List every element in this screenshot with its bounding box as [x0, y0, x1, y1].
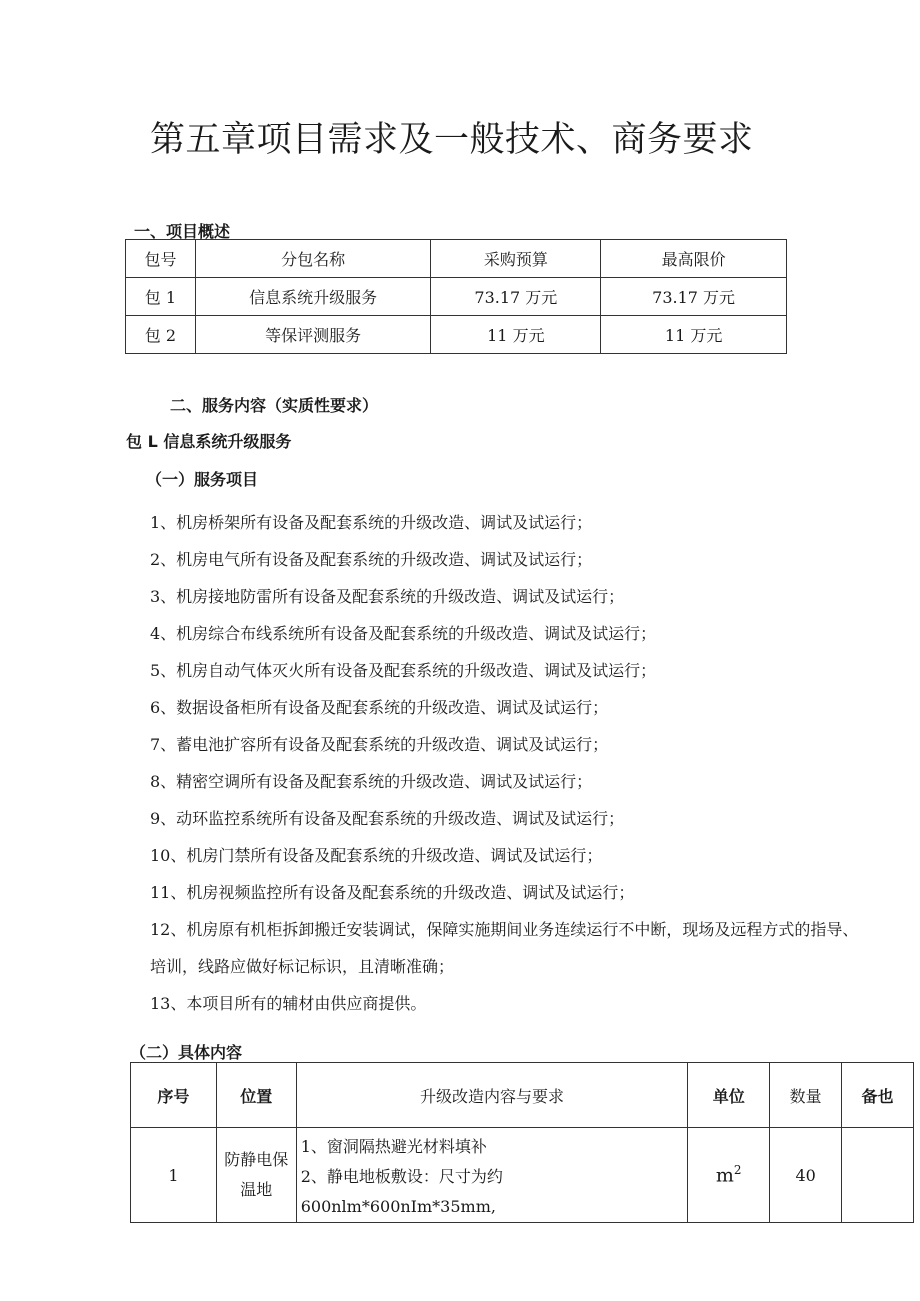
- header-cell: 数量: [770, 1063, 842, 1128]
- table-cell: 包 2: [126, 316, 196, 354]
- location-cell: [216, 1128, 296, 1223]
- table-cell: 11 万元: [431, 316, 601, 354]
- content-line: 1、窗洞隔热避光材料填补: [300, 1137, 487, 1156]
- location-line: 温地: [240, 1180, 273, 1199]
- chapter-title: 第五章项目需求及一般技术、商务要求: [150, 120, 754, 160]
- table-row: [126, 278, 787, 316]
- list-item: 10、机房门禁所有设备及配套系统的升级改造、调试及试运行；: [150, 846, 603, 865]
- unit-cell: [688, 1128, 770, 1223]
- package-heading: 包 L 信息系统升级服务: [126, 432, 292, 451]
- quantity-cell: 40: [770, 1128, 842, 1223]
- list-item: 7、蓄电池扩容所有设备及配套系统的升级改造、调试及试运行；: [150, 735, 609, 754]
- list-item-continuation: 培训，线路应做好标记标识，且清晰准确；: [150, 957, 455, 976]
- list-item: 3、机房接地防雷所有设备及配套系统的升级改造、调试及试运行；: [150, 587, 625, 606]
- table-cell: 包 1: [126, 278, 196, 316]
- list-item: 2、机房电气所有设备及配套系统的升级改造、调试及试运行；: [150, 550, 593, 569]
- list-item: 11、机房视频监控所有设备及配套系统的升级改造、调试及试运行；: [150, 883, 635, 902]
- header-cell: 序号: [131, 1063, 217, 1128]
- list-item: 1、机房桥架所有设备及配套系统的升级改造、调试及试运行；: [150, 513, 593, 532]
- content-line: 2、静电地板敷设：尺寸为约 600nlm*600nIm*35mm,: [300, 1167, 503, 1216]
- subsection-heading-details: （二）具体内容: [130, 1043, 243, 1062]
- table-cell: 信息系统升级服务: [195, 278, 431, 316]
- list-item: 4、机房综合布线系统所有设备及配套系统的升级改造、调试及试运行；: [150, 624, 657, 643]
- content-cell: [296, 1128, 688, 1223]
- table-header-row: [126, 240, 787, 278]
- header-cell: 位置: [216, 1063, 296, 1128]
- unit-superscript: 2: [733, 1163, 742, 1178]
- list-item: 6、数据设备柜所有设备及配套系统的升级改造、调试及试运行；: [150, 698, 609, 717]
- remark-cell: [842, 1128, 914, 1223]
- section-heading-services: 二、服务内容（实质性要求）: [170, 396, 379, 415]
- table-cell: 等保评测服务: [195, 316, 431, 354]
- header-cell: 采购预算: [431, 240, 601, 278]
- unit-base: m: [715, 1164, 734, 1187]
- table-row: [126, 316, 787, 354]
- subsection-heading-service-items: （一）服务项目: [146, 470, 259, 489]
- details-table: [130, 1062, 914, 1223]
- table-cell: 73.17 万元: [601, 278, 787, 316]
- list-item: 8、精密空调所有设备及配套系统的升级改造、调试及试运行；: [150, 772, 593, 791]
- header-cell: 备也: [842, 1063, 914, 1128]
- table-cell: 11 万元: [601, 316, 787, 354]
- list-item: 9、动环监控系统所有设备及配套系统的升级改造、调试及试运行；: [150, 809, 625, 828]
- header-cell: 升级改造内容与要求: [296, 1063, 688, 1128]
- table-cell: 1: [131, 1128, 217, 1223]
- header-cell: 单位: [688, 1063, 770, 1128]
- header-cell: 最高限价: [601, 240, 787, 278]
- service-item-list: [150, 504, 910, 1022]
- table-cell: 73.17 万元: [431, 278, 601, 316]
- header-cell: 包号: [126, 240, 196, 278]
- list-item: 12、机房原有机柜拆卸搬迁安装调试，保障实施期间业务连续运行不中断，现场及远程方式的指导、: [150, 920, 859, 939]
- overview-table: [125, 239, 787, 354]
- section-heading-overview: 一、项目概述: [134, 222, 231, 241]
- header-cell: 分包名称: [195, 240, 431, 278]
- location-line: 防静电保: [224, 1150, 289, 1169]
- table-header-row: [131, 1063, 914, 1128]
- list-item: 13、本项目所有的辅材由供应商提供。: [150, 994, 427, 1013]
- list-item: 5、机房自动气体灭火所有设备及配套系统的升级改造、调试及试运行；: [150, 661, 657, 680]
- table-row: [131, 1128, 914, 1223]
